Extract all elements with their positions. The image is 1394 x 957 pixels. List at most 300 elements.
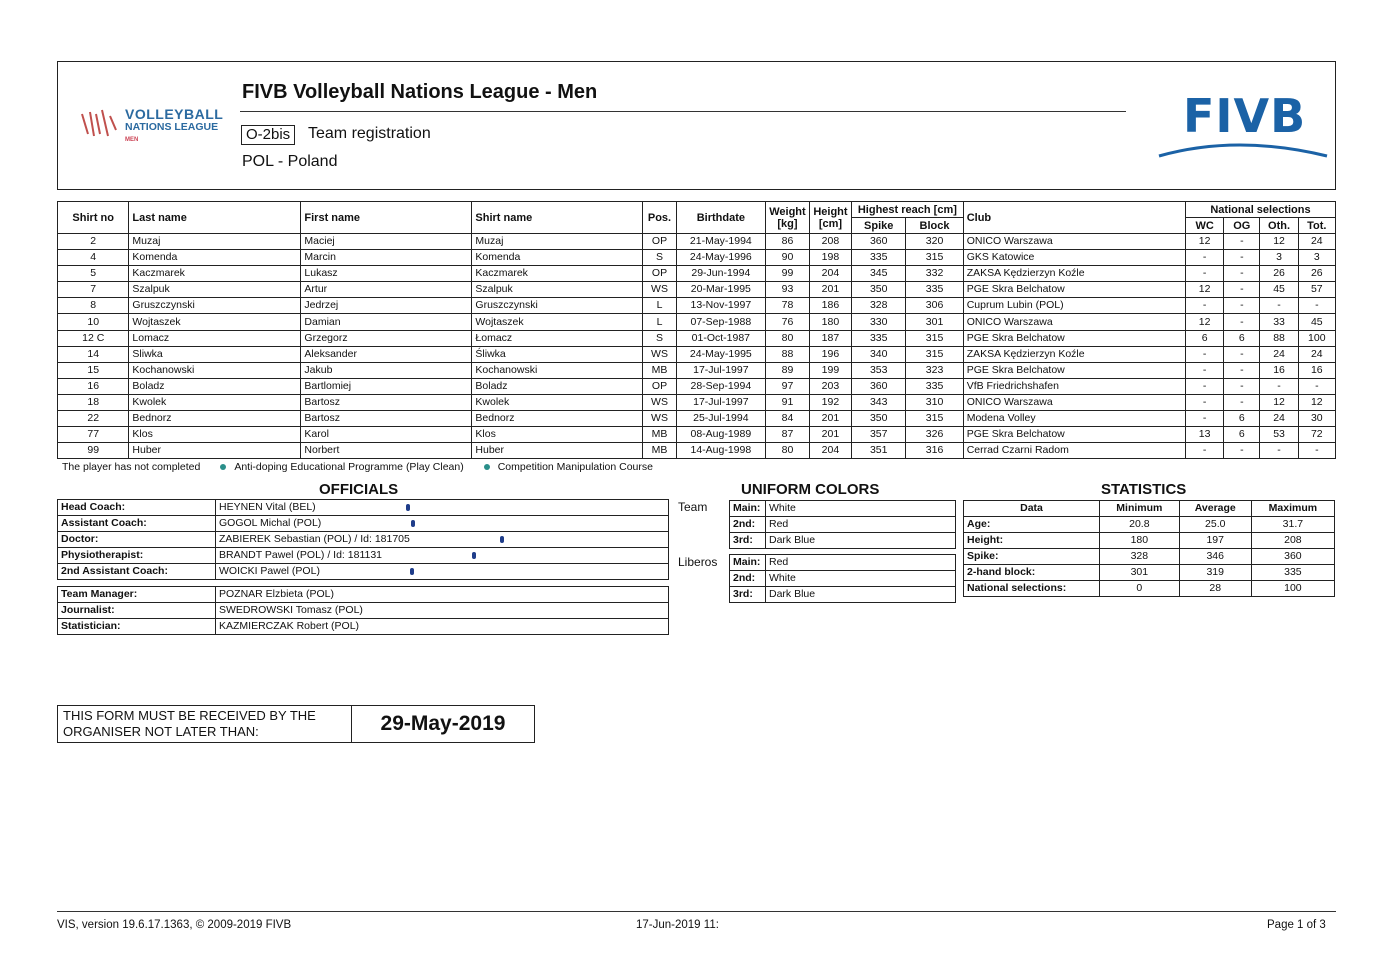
cell-height: 192 — [809, 394, 851, 410]
stats-header: Data — [964, 501, 1100, 517]
cell-block: 310 — [906, 394, 963, 410]
stats-value: 25.0 — [1179, 517, 1251, 533]
cell-spike: 330 — [852, 314, 906, 330]
cell-block: 315 — [906, 411, 963, 427]
cell-oth: 33 — [1260, 314, 1298, 330]
cell-tot: 30 — [1298, 411, 1335, 427]
row-label: Doctor: — [58, 532, 216, 548]
stats-header: Minimum — [1100, 501, 1180, 517]
legend-item-play-clean: Anti-doping Educational Programme (Play Clean) — [234, 461, 464, 473]
col-shirt-no: Shirt no — [58, 202, 129, 234]
footer-page: Page 1 of 3 — [1267, 919, 1326, 931]
cell-block: 326 — [906, 427, 963, 443]
cell-weight: 99 — [766, 266, 810, 282]
stats-header-row — [964, 501, 1335, 517]
table-row — [58, 516, 669, 532]
cell-oth: 24 — [1260, 346, 1298, 362]
cell-og: - — [1224, 266, 1260, 282]
officials-staff-table — [57, 499, 669, 580]
cell-pos: S — [643, 250, 676, 266]
row-value-text: WOICKI Pawel (POL) — [219, 565, 320, 577]
col-tot: Tot. — [1298, 218, 1335, 234]
row-label: 2nd: — [730, 571, 766, 587]
cell-og: - — [1224, 443, 1260, 459]
stats-value: 31.7 — [1251, 517, 1334, 533]
row-label: Physiotherapist: — [58, 548, 216, 564]
cell-last-name: Kaczmarek — [129, 266, 301, 282]
col-national: National selections — [1186, 202, 1336, 218]
table-row — [964, 533, 1335, 549]
cell-spike: 335 — [852, 250, 906, 266]
col-height: Height [cm] — [809, 202, 851, 234]
legend-item-manipulation: Competition Manipulation Course — [497, 461, 653, 473]
cell-birthdate: 28-Sep-1994 — [676, 378, 766, 394]
cell-pos: OP — [643, 234, 676, 250]
cell-birthdate: 08-Aug-1989 — [676, 427, 766, 443]
cell-wc: - — [1186, 250, 1224, 266]
row-label: Statistician: — [58, 619, 216, 635]
cell-club: ONICO Warszawa — [963, 314, 1185, 330]
cell-wc: - — [1186, 362, 1224, 378]
stats-value: 0 — [1100, 581, 1180, 597]
col-first-name: First name — [301, 202, 472, 234]
row-label: 2nd: — [730, 517, 766, 533]
row-value-text: ZABIEREK Sebastian (POL) / Id: 181705 — [219, 533, 410, 545]
cell-height: 204 — [809, 266, 851, 282]
row-value-text: Dark Blue — [769, 588, 816, 600]
row-value — [766, 517, 956, 533]
cell-first-name: Marcin — [301, 250, 472, 266]
cell-pos: MB — [643, 362, 676, 378]
cell-block: 301 — [906, 314, 963, 330]
uniform-liberos-label: Liberos — [678, 555, 718, 569]
cell-birthdate: 25-Jul-1994 — [676, 411, 766, 427]
cell-pos: OP — [643, 378, 676, 394]
ink-mark-icon — [411, 520, 415, 527]
cell-block: 323 — [906, 362, 963, 378]
cell-shirt-name: Huber — [472, 443, 643, 459]
cell-last-name: Huber — [129, 443, 301, 459]
cell-birthdate: 14-Aug-1998 — [676, 443, 766, 459]
cell-tot: 16 — [1298, 362, 1335, 378]
cell-club: VfB Friedrichshafen — [963, 378, 1185, 394]
stats-label: National selections: — [964, 581, 1100, 597]
cell-shirt-no: 14 — [58, 346, 129, 362]
row-value — [216, 564, 669, 580]
cell-height: 201 — [809, 427, 851, 443]
cell-last-name: Boladz — [129, 378, 301, 394]
cell-club: GKS Katowice — [963, 250, 1185, 266]
cell-weight: 76 — [766, 314, 810, 330]
cell-club: Cuprum Lubin (POL) — [963, 298, 1185, 314]
cell-tot: 24 — [1298, 346, 1335, 362]
cell-birthdate: 07-Sep-1988 — [676, 314, 766, 330]
cell-first-name: Bartosz — [301, 394, 472, 410]
cell-weight: 80 — [766, 330, 810, 346]
cell-first-name: Bartosz — [301, 411, 472, 427]
row-value-text: HEYNEN Vital (BEL) — [219, 501, 316, 513]
table-row — [58, 378, 1336, 394]
cell-birthdate: 29-Jun-1994 — [676, 266, 766, 282]
cell-tot: - — [1298, 443, 1335, 459]
fivb-logo-text: FIVB — [1183, 89, 1307, 143]
row-value — [766, 501, 956, 517]
vnl-logo-line2: NATIONS LEAGUE — [125, 121, 219, 133]
cell-last-name: Lomacz — [129, 330, 301, 346]
cell-og: - — [1224, 234, 1260, 250]
cell-height: 208 — [809, 234, 851, 250]
cell-wc: 12 — [1186, 282, 1224, 298]
cell-first-name: Karol — [301, 427, 472, 443]
cell-pos: WS — [643, 394, 676, 410]
cell-height: 203 — [809, 378, 851, 394]
cell-spike: 350 — [852, 411, 906, 427]
cell-shirt-no: 12 C — [58, 330, 129, 346]
cell-shirt-no: 10 — [58, 314, 129, 330]
stats-value: 328 — [1100, 549, 1180, 565]
cell-birthdate: 17-Jul-1997 — [676, 394, 766, 410]
cell-wc: 12 — [1186, 314, 1224, 330]
table-row — [58, 330, 1336, 346]
cell-block: 335 — [906, 282, 963, 298]
stats-value: 208 — [1251, 533, 1334, 549]
cell-club: PGE Skra Belchatow — [963, 427, 1185, 443]
table-row — [58, 564, 669, 580]
cell-last-name: Muzaj — [129, 234, 301, 250]
table-row — [730, 501, 956, 517]
row-label: Main: — [730, 501, 766, 517]
form-name: Team registration — [308, 125, 431, 142]
statistics-title: STATISTICS — [1101, 481, 1187, 498]
row-value-text: POZNAR Elzbieta (POL) — [219, 588, 334, 600]
row-value — [766, 533, 956, 549]
row-value — [216, 619, 669, 635]
cell-tot: 45 — [1298, 314, 1335, 330]
cell-birthdate: 24-May-1995 — [676, 346, 766, 362]
vnl-logo-line1: VOLLEYBALL — [125, 106, 224, 122]
cell-og: - — [1224, 362, 1260, 378]
cell-wc: 6 — [1186, 330, 1224, 346]
cell-shirt-name: Kwolek — [472, 394, 643, 410]
row-label: 2nd Assistant Coach: — [58, 564, 216, 580]
cell-last-name: Szalpuk — [129, 282, 301, 298]
stats-value: 180 — [1100, 533, 1180, 549]
table-row — [58, 234, 1336, 250]
legend-dot-icon — [484, 464, 490, 470]
table-row — [58, 394, 1336, 410]
cell-og: - — [1224, 250, 1260, 266]
table-row — [58, 548, 669, 564]
cell-weight: 84 — [766, 411, 810, 427]
row-value-text: Red — [769, 556, 789, 568]
col-last-name: Last name — [129, 202, 301, 234]
cell-tot: 72 — [1298, 427, 1335, 443]
cell-og: - — [1224, 378, 1260, 394]
cell-wc: - — [1186, 298, 1224, 314]
cell-oth: 88 — [1260, 330, 1298, 346]
cell-wc: - — [1186, 266, 1224, 282]
cell-club: ONICO Warszawa — [963, 234, 1185, 250]
row-label: Assistant Coach: — [58, 516, 216, 532]
cell-shirt-no: 2 — [58, 234, 129, 250]
cell-oth: - — [1260, 443, 1298, 459]
cell-height: 201 — [809, 282, 851, 298]
cell-shirt-no: 77 — [58, 427, 129, 443]
col-spike: Spike — [852, 218, 906, 234]
stats-value: 100 — [1251, 581, 1334, 597]
cell-og: 6 — [1224, 411, 1260, 427]
cell-pos: L — [643, 298, 676, 314]
footer-printed: 17-Jun-2019 11: — [636, 919, 719, 931]
stats-value: 335 — [1251, 565, 1334, 581]
cell-last-name: Komenda — [129, 250, 301, 266]
row-value — [216, 587, 669, 603]
cell-og: - — [1224, 314, 1260, 330]
row-label: Team Manager: — [58, 587, 216, 603]
cell-birthdate: 21-May-1994 — [676, 234, 766, 250]
table-row — [730, 587, 956, 603]
cell-shirt-no: 5 — [58, 266, 129, 282]
cell-shirt-name: Kaczmarek — [472, 266, 643, 282]
table-row — [730, 533, 956, 549]
cell-pos: WS — [643, 346, 676, 362]
cell-weight: 78 — [766, 298, 810, 314]
cell-club: PGE Skra Belchatow — [963, 330, 1185, 346]
col-reach: Highest reach [cm] — [852, 202, 964, 218]
cell-spike: 335 — [852, 330, 906, 346]
stats-value: 197 — [1179, 533, 1251, 549]
cell-oth: 53 — [1260, 427, 1298, 443]
row-label: 3rd: — [730, 587, 766, 603]
cell-spike: 350 — [852, 282, 906, 298]
cell-last-name: Wojtaszek — [129, 314, 301, 330]
row-value-text: BRANDT Pawel (POL) / Id: 181131 — [219, 549, 383, 561]
vnl-logo-line3: MEN — [125, 137, 139, 143]
cell-og: 6 — [1224, 330, 1260, 346]
cell-club: Modena Volley — [963, 411, 1185, 427]
vnl-logo — [80, 106, 230, 146]
cell-first-name: Grzegorz — [301, 330, 472, 346]
table-row — [58, 346, 1336, 362]
cell-pos: OP — [643, 266, 676, 282]
cell-oth: - — [1260, 378, 1298, 394]
uniform-team-label: Team — [678, 500, 708, 514]
stats-label: Spike: — [964, 549, 1100, 565]
cell-first-name: Bartlomiej — [301, 378, 472, 394]
stats-value: 346 — [1179, 549, 1251, 565]
cell-shirt-name: Śliwka — [472, 346, 643, 362]
cell-height: 204 — [809, 443, 851, 459]
cell-tot: 26 — [1298, 266, 1335, 282]
row-value-text: GOGOL Michal (POL) — [219, 517, 322, 529]
legend — [62, 461, 653, 473]
cell-wc: - — [1186, 346, 1224, 362]
cell-block: 315 — [906, 250, 963, 266]
cell-club: ZAKSA Kędzierzyn Koźle — [963, 346, 1185, 362]
team-name: POL - Poland — [242, 153, 338, 170]
table-row — [58, 532, 669, 548]
cell-weight: 86 — [766, 234, 810, 250]
cell-shirt-name: Wojtaszek — [472, 314, 643, 330]
legend-dot-icon — [220, 464, 226, 470]
table-row — [964, 565, 1335, 581]
ink-mark-icon — [500, 536, 504, 543]
cell-block: 315 — [906, 330, 963, 346]
table-row — [58, 427, 1336, 443]
cell-last-name: Bednorz — [129, 411, 301, 427]
cell-oth: 12 — [1260, 394, 1298, 410]
cell-birthdate: 24-May-1996 — [676, 250, 766, 266]
cell-birthdate: 13-Nov-1997 — [676, 298, 766, 314]
cell-last-name: Sliwka — [129, 346, 301, 362]
stats-value: 301 — [1100, 565, 1180, 581]
row-label: 3rd: — [730, 533, 766, 549]
cell-shirt-name: Klos — [472, 427, 643, 443]
stats-value: 20.8 — [1100, 517, 1180, 533]
row-label: Journalist: — [58, 603, 216, 619]
cell-og: - — [1224, 346, 1260, 362]
stats-value: 360 — [1251, 549, 1334, 565]
page-title: FIVB Volleyball Nations League - Men — [242, 81, 598, 103]
cell-shirt-name: Muzaj — [472, 234, 643, 250]
cell-height: 180 — [809, 314, 851, 330]
cell-shirt-name: Kochanowski — [472, 362, 643, 378]
cell-oth: - — [1260, 298, 1298, 314]
cell-first-name: Jakub — [301, 362, 472, 378]
cell-shirt-name: Gruszczynski — [472, 298, 643, 314]
uniform-liberos-table — [729, 554, 956, 603]
title-divider — [240, 111, 1126, 112]
row-value-text: White — [769, 572, 796, 584]
cell-shirt-name: Łomacz — [472, 330, 643, 346]
officials-other-table — [57, 586, 669, 635]
cell-first-name: Lukasz — [301, 266, 472, 282]
cell-tot: - — [1298, 378, 1335, 394]
cell-shirt-no: 18 — [58, 394, 129, 410]
cell-block: 306 — [906, 298, 963, 314]
cell-shirt-no: 99 — [58, 443, 129, 459]
fivb-logo — [1157, 89, 1332, 160]
table-row — [730, 555, 956, 571]
col-oth: Oth. — [1260, 218, 1298, 234]
cell-last-name: Klos — [129, 427, 301, 443]
cell-shirt-no: 16 — [58, 378, 129, 394]
cell-weight: 89 — [766, 362, 810, 378]
cell-pos: MB — [643, 443, 676, 459]
statistics-table — [963, 500, 1335, 597]
cell-weight: 91 — [766, 394, 810, 410]
table-row — [58, 362, 1336, 378]
cell-shirt-no: 22 — [58, 411, 129, 427]
cell-shirt-no: 7 — [58, 282, 129, 298]
row-label: Head Coach: — [58, 500, 216, 516]
cell-shirt-name: Szalpuk — [472, 282, 643, 298]
cell-tot: - — [1298, 298, 1335, 314]
roster-table — [57, 201, 1336, 459]
cell-wc: - — [1186, 378, 1224, 394]
cell-pos: WS — [643, 411, 676, 427]
fivb-swoosh-icon — [1157, 89, 1332, 160]
cell-oth: 45 — [1260, 282, 1298, 298]
stats-value: 28 — [1179, 581, 1251, 597]
form-code: O-2bis — [241, 125, 295, 145]
row-value — [216, 516, 669, 532]
table-row — [58, 314, 1336, 330]
cell-first-name: Aleksander — [301, 346, 472, 362]
cell-tot: 100 — [1298, 330, 1335, 346]
cell-first-name: Damian — [301, 314, 472, 330]
col-weight: Weight [kg] — [766, 202, 810, 234]
ink-mark-icon — [406, 504, 410, 511]
stats-label: 2-hand block: — [964, 565, 1100, 581]
cell-shirt-name: Komenda — [472, 250, 643, 266]
table-row — [58, 411, 1336, 427]
cell-tot: 3 — [1298, 250, 1335, 266]
row-value — [766, 555, 956, 571]
row-value — [766, 571, 956, 587]
cell-club: ONICO Warszawa — [963, 394, 1185, 410]
cell-block: 332 — [906, 266, 963, 282]
cell-oth: 3 — [1260, 250, 1298, 266]
cell-shirt-no: 8 — [58, 298, 129, 314]
table-row — [58, 266, 1336, 282]
cell-oth: 12 — [1260, 234, 1298, 250]
cell-last-name: Gruszczynski — [129, 298, 301, 314]
table-row — [58, 619, 669, 635]
stats-header: Maximum — [1251, 501, 1334, 517]
table-row — [58, 250, 1336, 266]
cell-last-name: Kwolek — [129, 394, 301, 410]
cell-birthdate: 17-Jul-1997 — [676, 362, 766, 378]
cell-spike: 357 — [852, 427, 906, 443]
cell-birthdate: 01-Oct-1987 — [676, 330, 766, 346]
cell-og: 6 — [1224, 427, 1260, 443]
cell-tot: 57 — [1298, 282, 1335, 298]
col-block: Block — [906, 218, 963, 234]
officials-title: OFFICIALS — [319, 481, 399, 498]
row-value — [216, 548, 669, 564]
cell-wc: 12 — [1186, 234, 1224, 250]
cell-spike: 360 — [852, 378, 906, 394]
table-row — [58, 298, 1336, 314]
cell-wc: 13 — [1186, 427, 1224, 443]
footer-divider — [57, 911, 1336, 912]
deadline-date: 29-May-2019 — [380, 712, 506, 735]
cell-weight: 90 — [766, 250, 810, 266]
row-label: Main: — [730, 555, 766, 571]
cell-weight: 87 — [766, 427, 810, 443]
cell-spike: 360 — [852, 234, 906, 250]
table-row — [964, 581, 1335, 597]
cell-og: - — [1224, 394, 1260, 410]
cell-first-name: Maciej — [301, 234, 472, 250]
cell-pos: WS — [643, 282, 676, 298]
stats-header: Average — [1179, 501, 1251, 517]
cell-spike: 345 — [852, 266, 906, 282]
cell-spike: 351 — [852, 443, 906, 459]
cell-shirt-no: 15 — [58, 362, 129, 378]
cell-height: 196 — [809, 346, 851, 362]
cell-block: 335 — [906, 378, 963, 394]
table-row — [58, 603, 669, 619]
cell-height: 186 — [809, 298, 851, 314]
row-value — [216, 532, 669, 548]
row-value-text: Dark Blue — [769, 534, 816, 546]
cell-block: 320 — [906, 234, 963, 250]
cell-shirt-no: 4 — [58, 250, 129, 266]
stats-value: 319 — [1179, 565, 1251, 581]
cell-wc: - — [1186, 394, 1224, 410]
